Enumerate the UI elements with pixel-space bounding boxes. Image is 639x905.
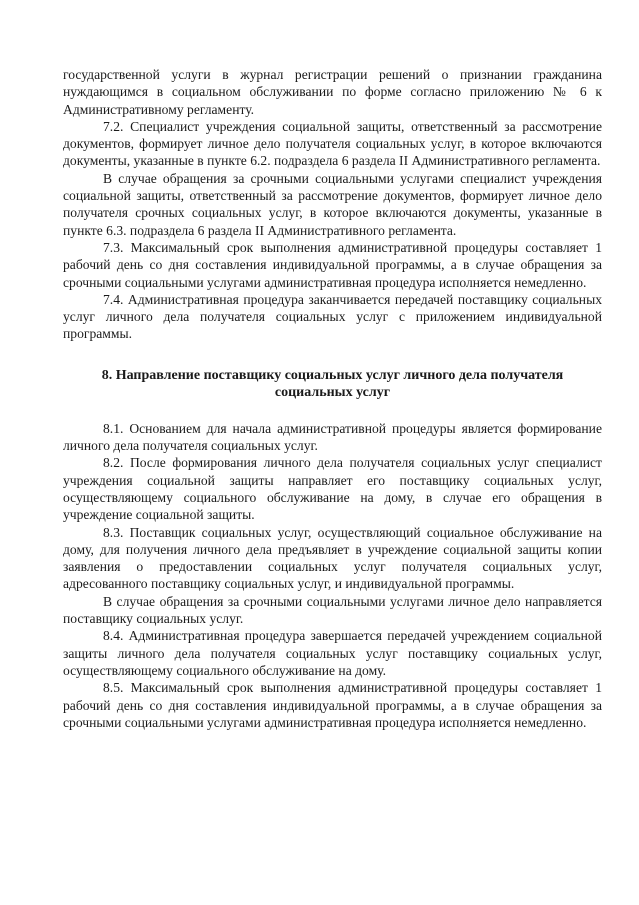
paragraph-8-5: 8.5. Максимальный срок выполнения административной процедуры составляет 1 рабочий день со дня составления индивидуальной программы, а в случае обращения за срочными социальными услугами административная процедура исполняется немедленно. <box>63 680 602 730</box>
paragraph-8-4: 8.4. Административная процедура завершается передачей учреждением социальной защиты личного дела получателя социальных услуг поставщику социальных услуг, осуществляющему социального обслуживание на дому. <box>63 628 602 678</box>
paragraph-8-3-urgent: В случае обращения за срочными социальными услугами личное дело направляется поставщику социальных услуг. <box>63 593 602 627</box>
paragraph-7-3: 7.3. Максимальный срок выполнения административной процедуры составляет 1 рабочий день со дня составления индивидуальной программы, а в случае обращения за срочными социальными услугами административная процедура исполняется немедленно. <box>63 239 602 290</box>
paragraph-7-2: 7.2. Специалист учреждения социальной защиты, ответственный за рассмотрение документов, формирует личное дело получателя социальных услуг, в которое включаются документы, указанные в пункте 6.2. подраздела 6 раздела II Административного регламента. <box>63 118 602 169</box>
paragraph-8-3: 8.3. Поставщик социальных услуг, осуществляющий социальное обслуживание на дому, для получения личного дела предъявляет в учреждение социальной защиты копии заявления о предоставлении социальных услуг получателя социальных услуг, адресованного поставщику социальных услуг, и индивидуальной программы. <box>63 524 602 592</box>
paragraph-8-2: 8.2. После формирования личного дела получателя социальных услуг специалист учреждения социальной защиты направляет его поставщику социальных услуг, осуществляющему социального обслуживание на дому, в случае его обращения в учреждение социальной защиты. <box>63 455 602 523</box>
paragraph-7-4: 7.4. Административная процедура заканчивается передачей поставщику социальных услуг личного дела получателя социальных услуг с приложением индивидуальной программы. <box>63 291 602 342</box>
paragraph-7-2-urgent: В случае обращения за срочными социальными услугами специалист учреждения социальной защиты, ответственный за рассмотрение документов, формирует личное дело получателя срочных социальных услуг, в которое включаются документы, указанные в пункте 6.3. подраздела 6 раздела II Административного регламента. <box>63 170 602 238</box>
paragraph-continuation: государственной услуги в журнал регистрации решений о признании гражданина нуждающимся в социальном обслуживании по форме согласно приложению № 6 к Административному регламенту. <box>63 67 602 117</box>
paragraph-8-1: 8.1. Основанием для начала административной процедуры является формирование личного дела получателя социальных услуг. <box>63 420 602 454</box>
document-page <box>63 66 602 731</box>
section-title: 8. Направление поставщику социальных услуг личного дела получателя социальных услуг <box>101 367 564 401</box>
